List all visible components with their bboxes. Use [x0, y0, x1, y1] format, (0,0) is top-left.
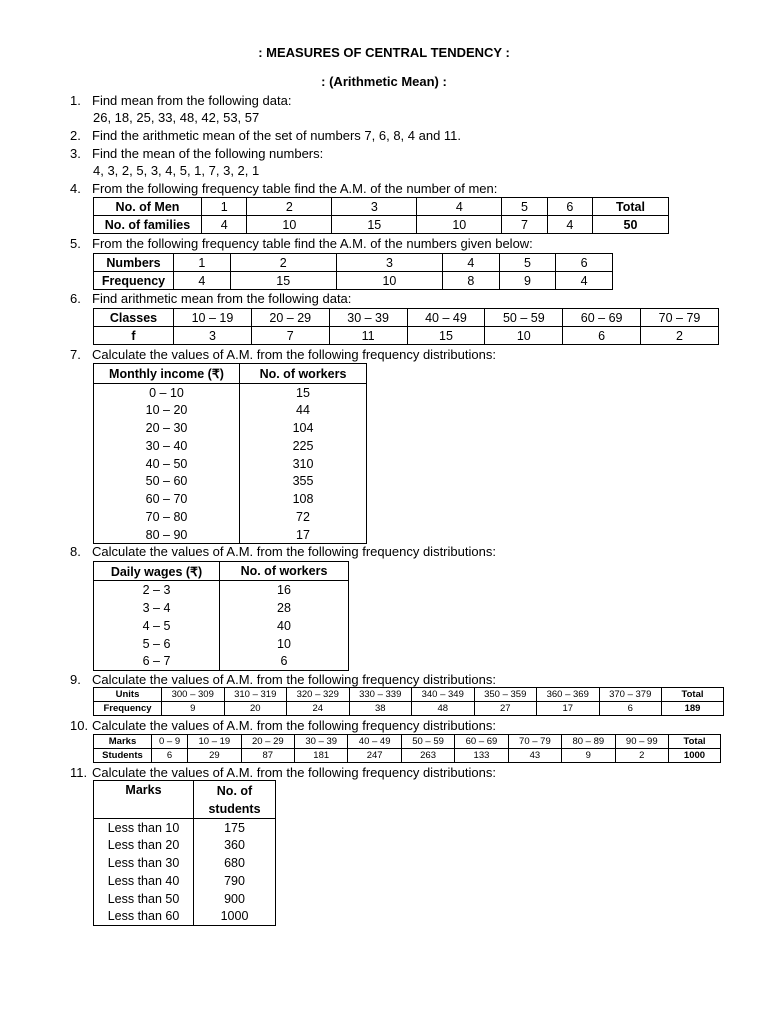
question-3 — [70, 145, 323, 162]
table-cell: 8 — [443, 272, 500, 290]
table-cell: 340 – 349 — [412, 688, 475, 702]
question-11 — [70, 764, 496, 781]
table-cell: 1000 — [194, 907, 276, 925]
table-cell: 0 – 10 — [94, 384, 240, 402]
table-cell: 29 — [188, 749, 241, 763]
question-text: Find the mean of the following numbers: — [92, 146, 324, 161]
question-number: 11. — [70, 765, 88, 780]
table-cell: 80 – 90 — [94, 526, 240, 544]
table-cell: 2 – 3 — [94, 581, 220, 599]
table-cell: 4 — [547, 216, 592, 234]
question-text: Calculate the values of A.M. from the following frequency distributions: — [92, 718, 496, 733]
table-cell: 27 — [474, 702, 537, 716]
question-number: 6. — [70, 291, 81, 306]
table-cell: 2 — [247, 198, 332, 216]
table-cell: 70 – 80 — [94, 508, 240, 526]
table-cell: 5 — [502, 198, 547, 216]
question-number: 5. — [70, 236, 81, 251]
table-cell: 181 — [295, 749, 348, 763]
table-cell: 10 – 19 — [188, 735, 241, 749]
table-cell: Marks — [94, 735, 152, 749]
table-cell: 20 – 29 — [251, 309, 329, 327]
table-cell: 300 – 309 — [162, 688, 225, 702]
question-9 — [70, 671, 496, 688]
table-cell: 6 — [556, 254, 613, 272]
table-cell: 104 — [240, 419, 367, 437]
table-cell: 6 — [547, 198, 592, 216]
table-q6 — [93, 308, 719, 345]
table-cell: 15 — [332, 216, 417, 234]
header-line: No. of — [216, 783, 253, 798]
table-cell: 330 – 339 — [349, 688, 412, 702]
table-cell: 50 – 60 — [94, 472, 240, 490]
table-cell: 16 — [220, 581, 349, 599]
table-cell: 70 – 79 — [508, 735, 561, 749]
table-cell: 4 — [556, 272, 613, 290]
table-cell: 7 — [251, 327, 329, 345]
table-cell: 10 — [220, 635, 349, 653]
table-cell: 6 — [563, 327, 641, 345]
table-cell: 10 — [247, 216, 332, 234]
table-cell: 350 – 359 — [474, 688, 537, 702]
table-cell: Less than 30 — [94, 854, 194, 872]
table-cell: 320 – 329 — [287, 688, 350, 702]
table-cell: 43 — [508, 749, 561, 763]
question-number: 8. — [70, 544, 81, 559]
table-header: Monthly income (₹) — [94, 364, 240, 384]
table-cell: 133 — [455, 749, 508, 763]
question-text: Calculate the values of A.M. from the following frequency distributions: — [92, 672, 496, 687]
question-text: Calculate the values of A.M. from the following frequency distributions: — [92, 347, 496, 362]
table-cell: 24 — [287, 702, 350, 716]
table-cell: Less than 50 — [94, 890, 194, 908]
table-cell: 2 — [641, 327, 719, 345]
table-cell: 10 — [336, 272, 442, 290]
table-q9 — [93, 687, 724, 716]
table-cell: 1000 — [669, 749, 721, 763]
table-cell: 72 — [240, 508, 367, 526]
table-cell: 310 — [240, 455, 367, 473]
table-cell: 360 — [194, 836, 276, 854]
table-cell: 5 — [499, 254, 556, 272]
table-cell: 10 – 19 — [174, 309, 252, 327]
question-number: 3. — [70, 146, 81, 161]
question-number: 9. — [70, 672, 81, 687]
table-cell: Frequency — [94, 702, 162, 716]
table-cell: Less than 40 — [94, 872, 194, 890]
question-1-data: 26, 18, 25, 33, 48, 42, 53, 57 — [93, 110, 260, 125]
table-q7 — [93, 363, 367, 544]
table-cell: 30 – 39 — [295, 735, 348, 749]
table-cell: 4 – 5 — [94, 617, 220, 635]
table-cell: 40 – 49 — [407, 309, 485, 327]
table-cell: No. of families — [94, 216, 202, 234]
table-cell: 50 – 59 — [401, 735, 454, 749]
table-cell: 0 – 9 — [152, 735, 188, 749]
table-cell: 90 – 99 — [615, 735, 668, 749]
table-cell: 175 — [194, 819, 276, 837]
table-q10 — [93, 734, 721, 763]
table-cell: 60 – 70 — [94, 490, 240, 508]
table-cell: Units — [94, 688, 162, 702]
table-cell: 20 – 30 — [94, 419, 240, 437]
table-cell: 11 — [329, 327, 407, 345]
table-cell: 360 – 369 — [537, 688, 600, 702]
table-cell: 38 — [349, 702, 412, 716]
table-cell: 15 — [407, 327, 485, 345]
question-text: Find mean from the following data: — [92, 93, 292, 108]
table-cell: 40 — [220, 617, 349, 635]
table-q5 — [93, 253, 613, 290]
table-cell: Total — [662, 688, 724, 702]
table-cell: 87 — [241, 749, 294, 763]
table-cell: 790 — [194, 872, 276, 890]
table-q4 — [93, 197, 669, 234]
question-3-data: 4, 3, 2, 5, 3, 4, 5, 1, 7, 3, 2, 1 — [93, 163, 260, 178]
table-cell: 6 — [599, 702, 662, 716]
table-cell: 17 — [240, 526, 367, 544]
table-cell: 900 — [194, 890, 276, 908]
table-cell: 10 – 20 — [94, 401, 240, 419]
table-cell: 225 — [240, 437, 367, 455]
table-cell: 263 — [401, 749, 454, 763]
table-cell: Total — [593, 198, 669, 216]
table-cell: 1 — [174, 254, 231, 272]
table-cell: 189 — [662, 702, 724, 716]
table-cell: Numbers — [94, 254, 174, 272]
table-cell: 4 — [174, 272, 231, 290]
question-text: Find arithmetic mean from the following data: — [92, 291, 352, 306]
table-cell: 40 – 49 — [348, 735, 401, 749]
table-cell: 247 — [348, 749, 401, 763]
table-cell: 10 — [485, 327, 563, 345]
table-cell: 60 – 69 — [563, 309, 641, 327]
table-cell: 4 — [417, 198, 502, 216]
table-cell: Students — [94, 749, 152, 763]
table-cell: f — [94, 327, 174, 345]
table-cell: 48 — [412, 702, 475, 716]
table-cell: 20 – 29 — [241, 735, 294, 749]
table-cell: 6 — [220, 653, 349, 671]
table-cell: No. of Men — [94, 198, 202, 216]
table-cell: 2 — [230, 254, 336, 272]
table-cell: 4 — [202, 216, 247, 234]
table-cell: 1 — [202, 198, 247, 216]
question-text: From the following frequency table find the A.M. of the number of men: — [92, 181, 498, 196]
page-title: : MEASURES OF CENTRAL TENDENCY : — [258, 45, 510, 60]
table-cell: 70 – 79 — [641, 309, 719, 327]
table-cell: 15 — [230, 272, 336, 290]
table-cell: 80 – 89 — [562, 735, 615, 749]
question-text: Calculate the values of A.M. from the following frequency distributions: — [92, 765, 496, 780]
table-cell: 10 — [417, 216, 502, 234]
question-10 — [70, 717, 496, 734]
table-cell: 310 – 319 — [224, 688, 287, 702]
page-subtitle: : (Arithmetic Mean) : — [321, 74, 447, 89]
table-header: Marks — [94, 781, 194, 819]
question-number: 7. — [70, 347, 81, 362]
table-cell: 15 — [240, 384, 367, 402]
table-header: No. of workers — [240, 364, 367, 384]
question-5 — [70, 235, 533, 252]
question-number: 10. — [70, 718, 89, 733]
table-cell: 9 — [562, 749, 615, 763]
table-cell: 30 – 40 — [94, 437, 240, 455]
table-cell: 355 — [240, 472, 367, 490]
table-cell: 44 — [240, 401, 367, 419]
table-cell: 6 – 7 — [94, 653, 220, 671]
question-number: 2. — [70, 128, 81, 143]
question-2 — [70, 127, 461, 144]
table-cell: 3 — [332, 198, 417, 216]
table-cell: 3 – 4 — [94, 599, 220, 617]
table-cell: Less than 20 — [94, 836, 194, 854]
table-cell: 370 – 379 — [599, 688, 662, 702]
table-header — [194, 781, 276, 819]
question-8 — [70, 543, 496, 560]
question-text: From the following frequency table find the A.M. of the numbers given below: — [92, 236, 533, 251]
table-cell: 20 — [224, 702, 287, 716]
table-q11 — [93, 780, 276, 926]
table-cell: 9 — [162, 702, 225, 716]
question-4 — [70, 180, 497, 197]
question-1 — [70, 92, 291, 109]
table-cell: 17 — [537, 702, 600, 716]
question-text: Find the arithmetic mean of the set of numbers 7, 6, 8, 4 and 11. — [92, 128, 462, 143]
table-cell: 50 — [593, 216, 669, 234]
table-cell: 7 — [502, 216, 547, 234]
table-cell: 40 – 50 — [94, 455, 240, 473]
table-cell: 60 – 69 — [455, 735, 508, 749]
table-cell: 30 – 39 — [329, 309, 407, 327]
question-6 — [70, 290, 351, 307]
table-q8 — [93, 561, 349, 671]
table-cell: 4 — [443, 254, 500, 272]
table-cell: 3 — [336, 254, 442, 272]
table-cell: Less than 10 — [94, 819, 194, 837]
table-cell: Classes — [94, 309, 174, 327]
table-cell: Total — [669, 735, 721, 749]
table-cell: 50 – 59 — [485, 309, 563, 327]
header-line: students — [208, 801, 261, 816]
question-number: 1. — [70, 93, 81, 108]
table-cell: Frequency — [94, 272, 174, 290]
question-text: Calculate the values of A.M. from the following frequency distributions: — [92, 544, 496, 559]
table-cell: 5 – 6 — [94, 635, 220, 653]
question-7 — [70, 346, 496, 363]
table-header: No. of workers — [220, 562, 349, 581]
table-cell: 108 — [240, 490, 367, 508]
table-cell: 2 — [615, 749, 668, 763]
table-header: Daily wages (₹) — [94, 562, 220, 581]
table-cell: 680 — [194, 854, 276, 872]
table-cell: 3 — [174, 327, 252, 345]
table-cell: 9 — [499, 272, 556, 290]
question-number: 4. — [70, 181, 81, 196]
table-cell: 28 — [220, 599, 349, 617]
table-cell: Less than 60 — [94, 907, 194, 925]
table-cell: 6 — [152, 749, 188, 763]
